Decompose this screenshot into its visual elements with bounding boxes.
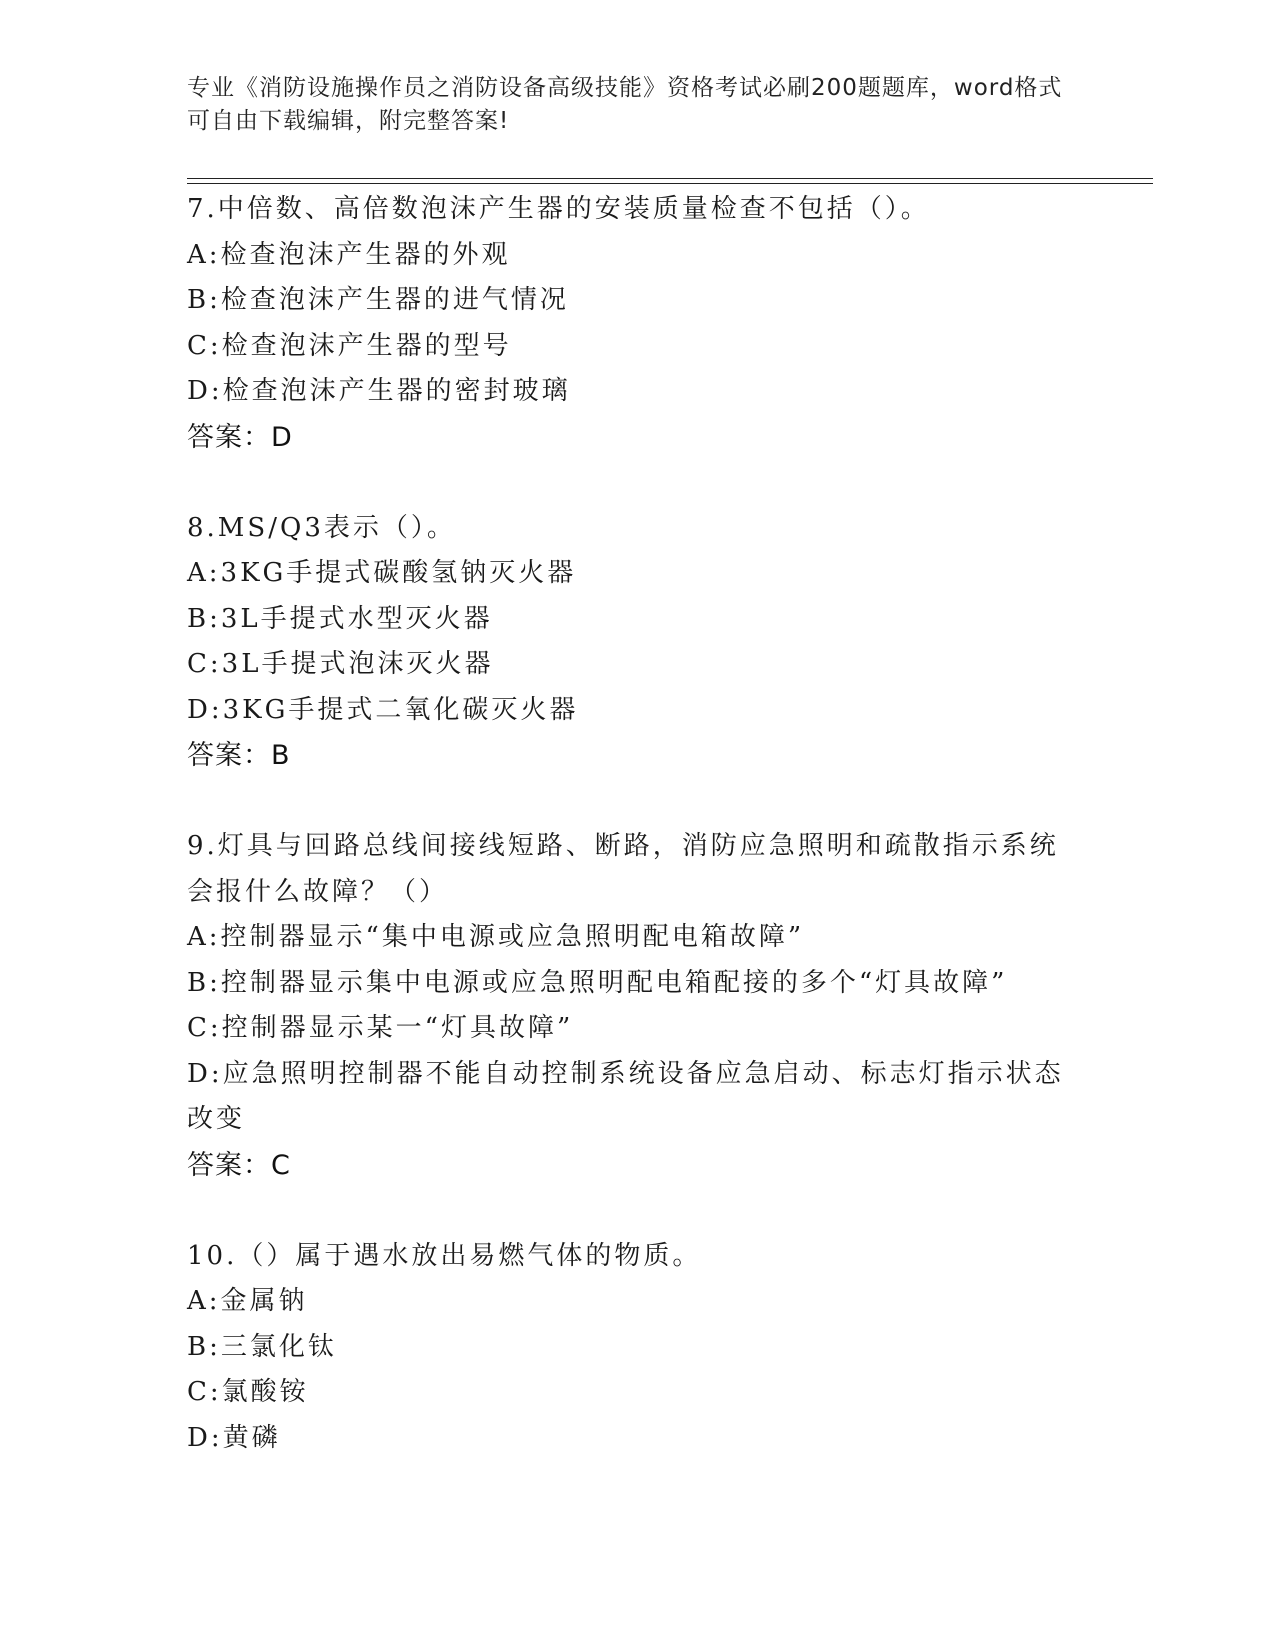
header-divider-bottom	[187, 183, 1153, 184]
question-stem: 10.（）属于遇水放出易燃气体的物质。	[187, 1240, 702, 1271]
header-divider-top	[187, 178, 1153, 179]
option-c: C:氯酸铵	[187, 1377, 309, 1407]
question-spacer	[187, 460, 1087, 506]
option-b: B:三氯化钛	[187, 1331, 337, 1362]
answer: 答案：B	[187, 740, 291, 771]
question-9	[187, 824, 1087, 1188]
option-a: A:控制器显示“集中电源或应急照明配电箱故障”	[187, 922, 805, 952]
question-spacer	[187, 779, 1087, 825]
option-a: A:金属钠	[187, 1286, 308, 1316]
question-7	[187, 187, 1087, 460]
question-spacer	[187, 1188, 1087, 1234]
option-c: C:控制器显示某一“灯具故障”	[187, 1013, 574, 1043]
option-d: D:3KG手提式二氧化碳灭火器	[187, 694, 579, 725]
option-b: B:3L手提式水型灭火器	[187, 603, 493, 634]
option-a: A:3KG手提式碳酸氢钠灭火器	[187, 558, 577, 588]
question-10	[187, 1234, 1087, 1462]
question-8	[187, 506, 1087, 779]
option-b: B:检查泡沫产生器的进气情况	[187, 285, 569, 315]
option-a: A:检查泡沫产生器的外观	[187, 239, 511, 270]
option-c: C:检查泡沫产生器的型号	[187, 330, 512, 361]
question-stem: 8.MS/Q3表示（）。	[187, 512, 456, 543]
option-d: D:黄磷	[187, 1422, 281, 1453]
answer: 答案：C	[187, 1149, 291, 1181]
question-list	[187, 187, 1087, 1461]
option-b: B:控制器显示集中电源或应急照明配电箱配接的多个“灯具故障”	[187, 967, 1008, 998]
answer: 答案：D	[187, 421, 293, 453]
document-header: 专业《消防设施操作员之消防设备高级技能》资格考试必刷200题题库，word格式可自由下载编辑，附完整答案!	[187, 75, 1063, 134]
question-stem: 7.中倍数、高倍数泡沫产生器的安装质量检查不包括（）。	[187, 194, 930, 224]
option-d: D:检查泡沫产生器的密封玻璃	[187, 376, 571, 406]
question-stem: 9.灯具与回路总线间接线短路、断路，消防应急照明和疏散指示系统会报什么故障？（）	[187, 831, 1059, 907]
option-c: C:3L手提式泡沫灭火器	[187, 649, 494, 679]
option-d: D:应急照明控制器不能自动控制系统设备应急启动、标志灯指示状态改变	[187, 1058, 1064, 1134]
